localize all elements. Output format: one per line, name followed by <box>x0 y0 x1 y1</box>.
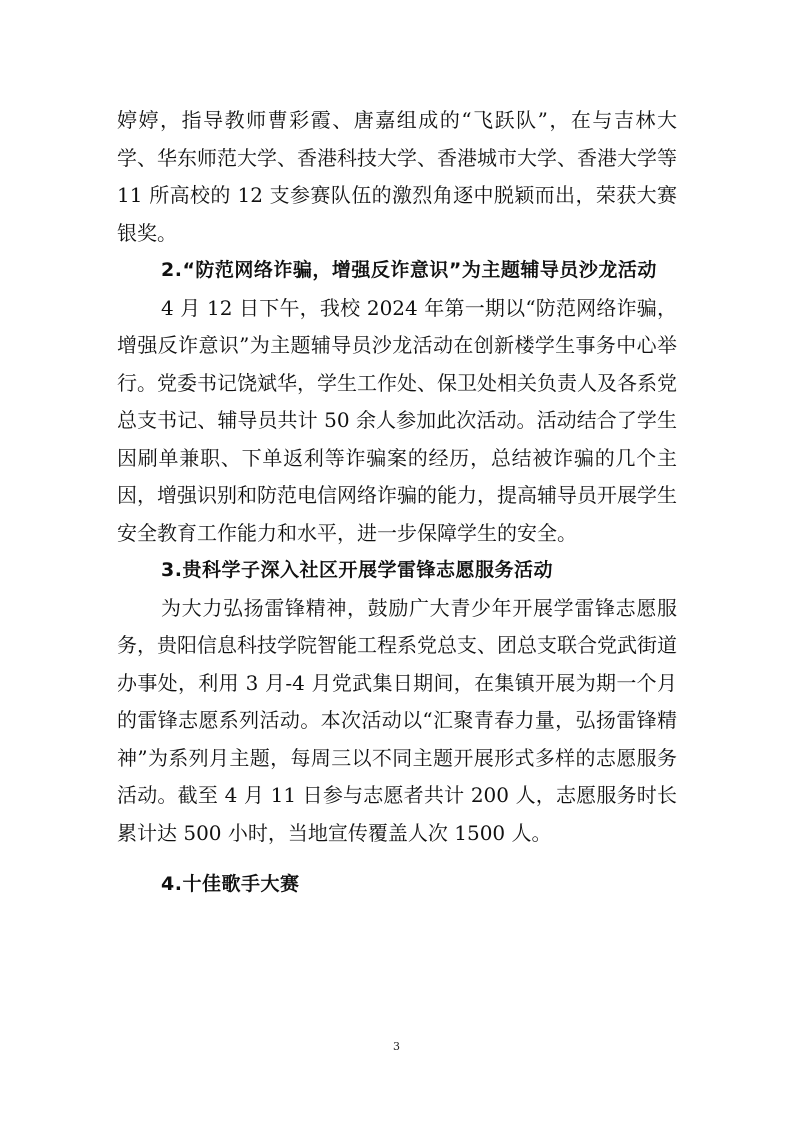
paragraph-anti-fraud-salon: 4 月 12 日下午，我校 2024 年第一期以“防范网络诈骗，增强反诈意识”为主题辅导员沙龙活动在创新楼学生事务中心举行。党委书记饶斌华，学生工作处、保卫处相关负责人及各系党总支书记、辅导员共计 50 余人参加此次活动。活动结合了学生因刷单兼职、下单返利等诈骗案的经历，总结被诈骗的几个主因，增强识别和防范电信网络诈骗的能力，提高辅导员开展学生安全教育工作能力和水平，进一步保障学生的安全。 <box>117 295 677 545</box>
page-content <box>117 102 677 904</box>
page-number: 3 <box>393 1040 400 1053</box>
paragraph-award-continuation: 婷婷，指导教师曹彩霞、唐嘉组成的“飞跃队”，在与吉林大学、华东师范大学、香港科技大学、香港城市大学、香港大学等 11 所高校的 12 支参赛队伍的激烈角逐中脱颖而出，荣获大赛银奖。 <box>117 108 677 245</box>
paragraph-volunteer-service: 为大力弘扬雷锋精神，鼓励广大青少年开展学雷锋志愿服务，贵阳信息科技学院智能工程系党总支、团总支联合党武街道办事处，利用 3 月-4 月党武集日期间，在集镇开展为期一个月的雷锋志愿系列活动。本次活动以“汇聚青春力量，弘扬雷锋精神”为系列月主题，每周三以不同主题开展形式多样的志愿服务活动。截至 4 月 11 日参与志愿者共计 200 人，志愿服务时长累计达 500 小时，当地宣传覆盖人次 1500 人。 <box>117 595 677 845</box>
section-heading-anti-fraud-salon: 2.“防范网络诈骗，增强反诈意识”为主题辅导员沙龙活动 <box>161 259 657 281</box>
section-heading-singer-contest: 4.十佳歌手大赛 <box>161 873 300 895</box>
section-heading-volunteer-service: 3.贵科学子深入社区开展学雷锋志愿服务活动 <box>161 559 553 581</box>
